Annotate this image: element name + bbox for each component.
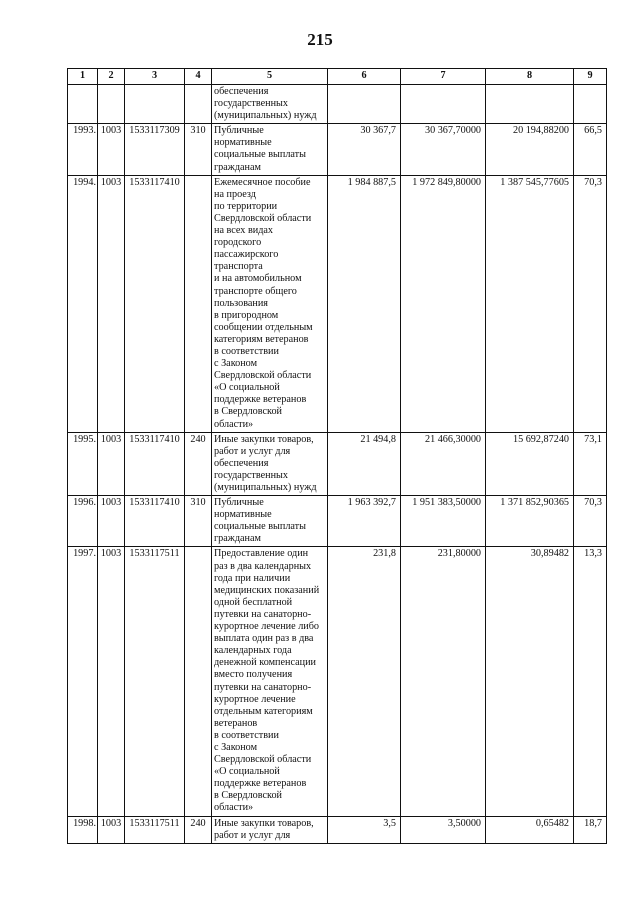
target-code: 1533117511 [125, 547, 185, 816]
percent-executed: 66,5 [574, 124, 607, 175]
col-header: 6 [328, 69, 401, 85]
row-number: 1998. [68, 816, 98, 843]
expense-type: 240 [185, 432, 212, 495]
page-number: 215 [307, 30, 333, 49]
amount-approved: 30 367,70000 [401, 124, 486, 175]
table-row [68, 496, 607, 547]
section-code: 1003 [98, 432, 125, 495]
col-header: 7 [401, 69, 486, 85]
section-code: 1003 [98, 496, 125, 547]
row-name: Ежемесячное пособие на проезд по территории Свердловской области на всех видах городского пассажирского транспорта и на автомобильном транспорте общего пользования в пригородном сообщении отдельным категориям ветеранов в соответствии с Законом Свердловской области «О социальной поддержке ветеранов в Свердловской области» [212, 175, 328, 432]
col-header: 8 [486, 69, 574, 85]
amount-plan: 3,5 [328, 816, 401, 843]
amount-plan: 1 984 887,5 [328, 175, 401, 432]
row-name: обеспечения государственных (муниципальных) нужд [212, 85, 328, 124]
expense-type: 310 [185, 124, 212, 175]
col-header: 9 [574, 69, 607, 85]
budget-table [67, 68, 607, 844]
table-row [68, 432, 607, 495]
expense-type: 240 [185, 816, 212, 843]
row-name: Иные закупки товаров, работ и услуг для обеспечения государственных (муниципальных) нужд [212, 432, 328, 495]
amount-plan: 30 367,7 [328, 124, 401, 175]
amount-executed: 15 692,87240 [486, 432, 574, 495]
table-row [68, 816, 607, 843]
amount-plan: 21 494,8 [328, 432, 401, 495]
col-header: 1 [68, 69, 98, 85]
row-number: 1997. [68, 547, 98, 816]
percent-executed: 13,3 [574, 547, 607, 816]
amount-approved: 3,50000 [401, 816, 486, 843]
table-row [68, 124, 607, 175]
header-row [68, 69, 607, 85]
table-row [68, 175, 607, 432]
section-code: 1003 [98, 124, 125, 175]
section-code: 1003 [98, 547, 125, 816]
percent-executed: 70,3 [574, 175, 607, 432]
amount-executed: 1 371 852,90365 [486, 496, 574, 547]
target-code: 1533117410 [125, 175, 185, 432]
row-number: 1995. [68, 432, 98, 495]
amount-approved: 231,80000 [401, 547, 486, 816]
col-header: 5 [212, 69, 328, 85]
row-name: Иные закупки товаров, работ и услуг для [212, 816, 328, 843]
percent-executed: 18,7 [574, 816, 607, 843]
col-header: 2 [98, 69, 125, 85]
expense-type: 310 [185, 496, 212, 547]
target-code: 1533117309 [125, 124, 185, 175]
target-code: 1533117410 [125, 432, 185, 495]
amount-plan: 1 963 392,7 [328, 496, 401, 547]
table-row [68, 85, 607, 124]
amount-approved: 21 466,30000 [401, 432, 486, 495]
amount-executed: 30,89482 [486, 547, 574, 816]
row-number: 1993. [68, 124, 98, 175]
section-code: 1003 [98, 175, 125, 432]
amount-executed: 1 387 545,77605 [486, 175, 574, 432]
target-code: 1533117410 [125, 496, 185, 547]
amount-approved: 1 951 383,50000 [401, 496, 486, 547]
expense-type [185, 547, 212, 816]
row-name: Публичные нормативные социальные выплаты гражданам [212, 124, 328, 175]
section-code: 1003 [98, 816, 125, 843]
percent-executed: 73,1 [574, 432, 607, 495]
row-name: Публичные нормативные социальные выплаты гражданам [212, 496, 328, 547]
col-header: 4 [185, 69, 212, 85]
amount-approved: 1 972 849,80000 [401, 175, 486, 432]
expense-type [185, 175, 212, 432]
table-row [68, 547, 607, 816]
col-header: 3 [125, 69, 185, 85]
target-code: 1533117511 [125, 816, 185, 843]
row-number: 1994. [68, 175, 98, 432]
row-number: 1996. [68, 496, 98, 547]
percent-executed: 70,3 [574, 496, 607, 547]
amount-plan: 231,8 [328, 547, 401, 816]
row-name: Предоставление один раз в два календарных года при наличии медицинских показаний одной бесплатной путевки на санаторно- курортное лечение либо выплата один раз в два календарных года денежной компенсации вместо получения путевки на санаторно- курортное лечение отдельным категориям ветеранов в соответствии с Законом Свердловской области «О социальной поддержке ветеранов в Свердловской области» [212, 547, 328, 816]
amount-executed: 0,65482 [486, 816, 574, 843]
amount-executed: 20 194,88200 [486, 124, 574, 175]
